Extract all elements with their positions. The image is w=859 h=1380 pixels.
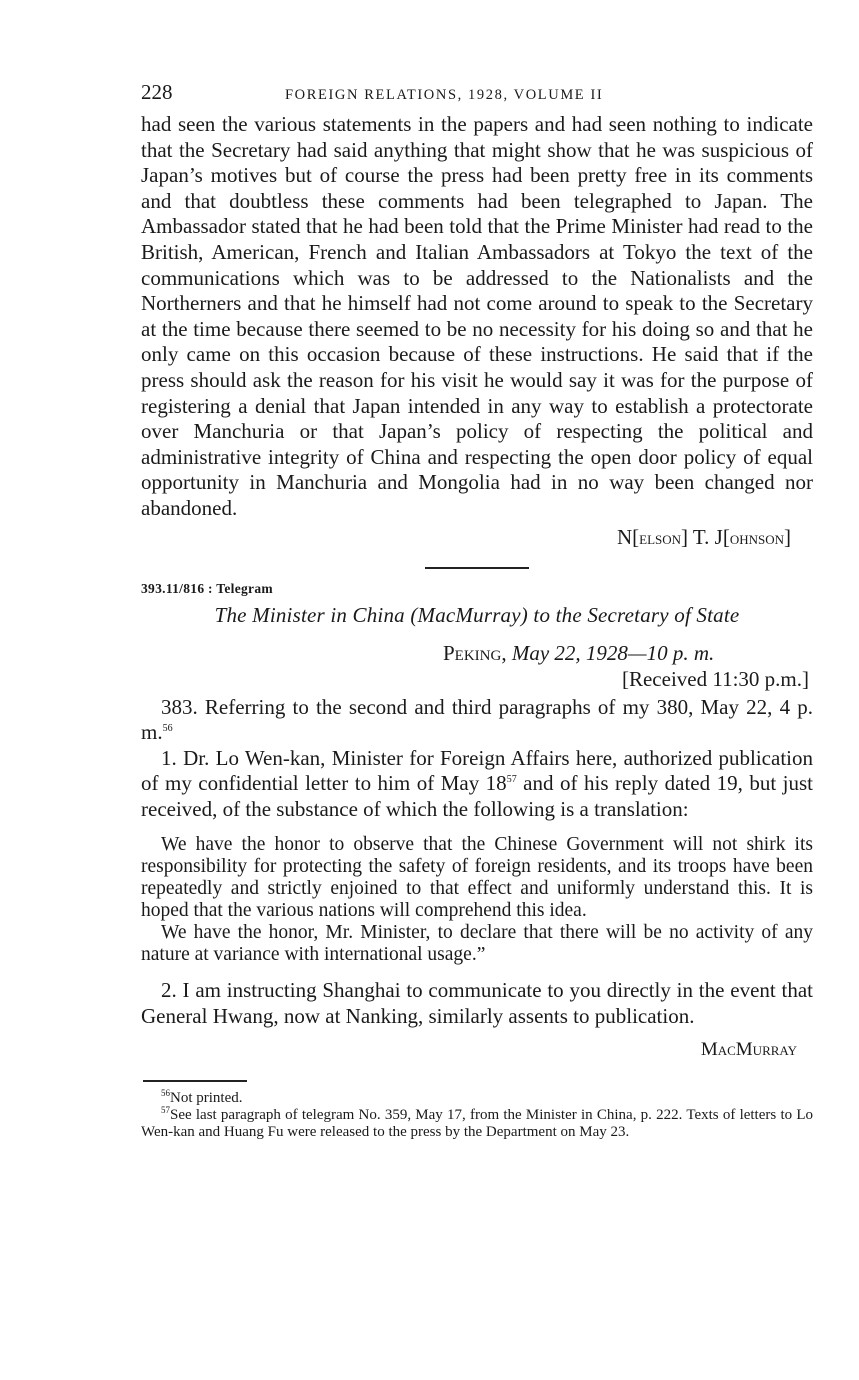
footnote-divider: [143, 1080, 247, 1082]
telegram-paragraph-383: 383. Referring to the second and third paragraphs of my 380, May 22, 4 p. m.$^{56}$: [141, 694, 813, 745]
quoted-translation-1: We have the honor to observe that the Chinese Government will not shirk its responsibility for protecting the safety of foreign residents, and its troops have been repeatedly and strictly enjoined to that effect and uniformly understand this. It is hoped that the various nations will comprehend this idea.: [141, 834, 813, 922]
telegram-paragraph-1: 1. Dr. Lo Wen-kan, Minister for Foreign Affairs here, authorized publication of my confidential letter to him of May $18^{57}$ and of his reply dated 19, but just received, of the substance of which the following is a translation:: [141, 745, 813, 821]
footnote-ref-57: 57: [506, 774, 517, 786]
footnotes: [141, 1087, 813, 1142]
page-number: 228: [141, 80, 173, 104]
dateline: [443, 641, 813, 667]
running-title: FOREIGN RELATIONS, 1928, VOLUME II: [285, 87, 604, 103]
dateline-place: Peking,: [443, 640, 507, 665]
telegram-paragraph-2: 2. I am instructing Shanghai to communicate to you directly in the event that General Hwang, now at Nanking, similarly assents to publication.: [141, 978, 813, 1029]
dateline-date: May 22, 1928—10 p. m.: [511, 640, 715, 665]
footnote-ref-56: 56: [162, 723, 173, 735]
document-heading: The Minister in China (MacMurray) to the Secretary of State: [214, 602, 740, 627]
telegram-signature: MacMurray: [700, 1038, 797, 1060]
file-reference: 393.11/816 : Telegram: [141, 580, 273, 596]
section-divider: [425, 567, 529, 569]
continuation-paragraph: had seen the various statements in the papers and had seen nothing to indicate that the Secretary had said anything that might show that he was suspicious of Japan’s motives but of course the press had been pretty free in its comments and that doubtless these comments had been telegraphed to Japan. The Ambassador stated that he had been told that the Prime Minister had read to the British, American, French and Italian Ambassadors at Tokyo the text of the communications which was to be addressed to the Nationalists and the Northerners and that he himself had not come around to speak to the Secretary at the time because there seemed to be no necessity for his doing so and that he only came on this occasion because of these instructions. He said that if the press should ask the reason for his visit he would say it was for the purpose of registering a denial that Japan intended in any way to establish a protectorate over Manchuria or that Japan’s policy of respecting the political and administrative integrity of China and respecting the open door policy of equal opportunity in Manchuria and Mongolia had in no way been changed nor abandoned.: [141, 112, 813, 520]
received-time: [Received 11:30 p.m.]: [621, 666, 809, 691]
footnote-56: $^{56}$Not printed.: [161, 1087, 243, 1106]
document-page: [141, 80, 813, 1142]
footnote-57: $^{57}$See last paragraph of telegram No. 359, May 17, from the Minister in China, p. 222. Texts of letters to Lo Wen-kan and Huang Fu were released to the press by the Department on May 23.: [141, 1105, 813, 1141]
memo-signature: N[elson] T. J[ohnson]: [616, 524, 791, 549]
quoted-translation-2: We have the honor, Mr. Minister, to declare that there will be no activity of any nature at variance with international usage.”: [141, 922, 813, 966]
running-head: [141, 80, 813, 110]
